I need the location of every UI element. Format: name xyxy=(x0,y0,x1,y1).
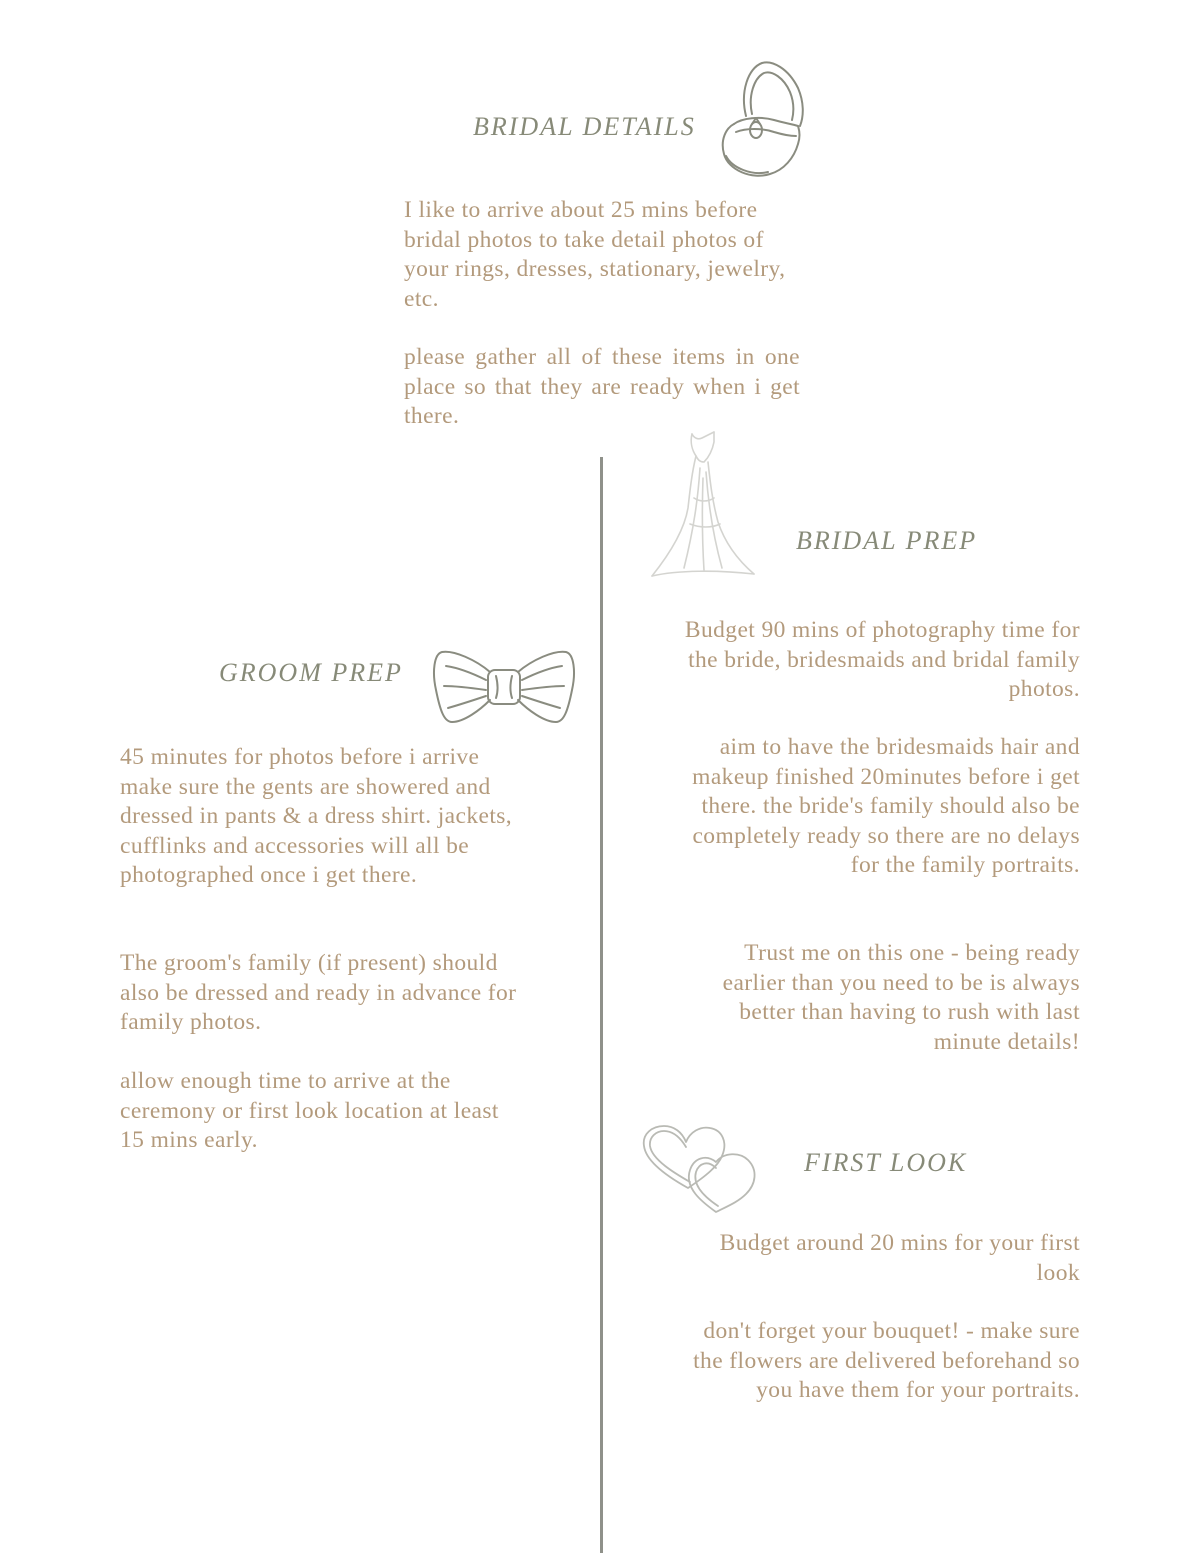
ring-box-icon xyxy=(712,58,810,184)
groom-prep-heading: GROOM PREP xyxy=(219,658,403,687)
bridal-prep-paragraph-3: Trust me on this one - being ready earlier than you need to be is always better than having to rush with last minute details! xyxy=(722,940,1080,1055)
bridal-details-paragraph-1: I like to arrive about 25 mins before bridal photos to take detail photos of your rings, dresses, stationary, jewelry, etc. xyxy=(404,197,786,312)
bridal-prep-paragraph-2: aim to have the bridesmaids hair and makeup finished 20minutes before i get there. the bride's family should also be completely ready so there are no delays for the family portraits. xyxy=(692,734,1080,879)
first-look-paragraph-1: Budget around 20 mins for your first look xyxy=(719,1230,1080,1286)
bow-tie-icon xyxy=(432,646,576,728)
first-look-paragraph-2: don't forget your bouquet! - make sure the flowers are delivered beforehand so you have them for your portraits. xyxy=(693,1318,1080,1404)
bridal-details-heading: BRIDAL DETAILS xyxy=(473,112,696,141)
two-hearts-icon xyxy=(640,1122,766,1214)
groom-prep-paragraph-1: 45 minutes for photos before i arrive make sure the gents are showered and dressed in pants & a dress shirt. jackets, cufflinks and accessories will all be photographed once i get there. xyxy=(120,744,513,889)
bridal-details-paragraph-2: please gather all of these items in one place so that they are ready when i get there. xyxy=(404,344,800,430)
groom-prep-paragraph-2: The groom's family (if present) should also be dressed and ready in advance for family photos. xyxy=(120,950,517,1036)
bridal-prep-heading: BRIDAL PREP xyxy=(796,526,978,555)
bridal-prep-paragraph-1: Budget 90 mins of photography time for the bride, bridesmaids and bridal family photos. xyxy=(684,617,1080,703)
center-divider xyxy=(600,457,603,1553)
wedding-dress-icon xyxy=(648,428,758,580)
first-look-heading: FIRST LOOK xyxy=(804,1148,968,1177)
groom-prep-paragraph-3: allow enough time to arrive at the ceremony or first look location at least 15 mins early. xyxy=(120,1068,499,1154)
